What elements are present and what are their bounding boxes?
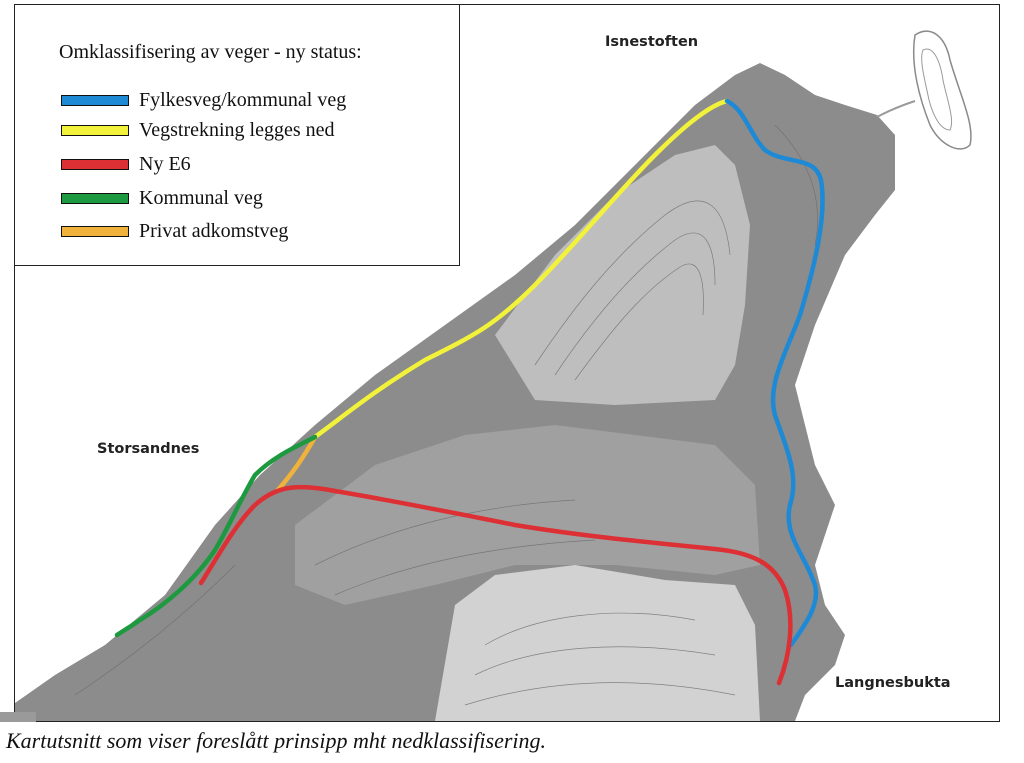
legend-label: Vegstrekning legges ned: [139, 118, 335, 141]
terrain-light-south: [435, 565, 760, 721]
legend-swatch-green: [61, 193, 129, 204]
legend-label: Kommunal veg: [139, 186, 263, 209]
place-label-isnestoften: Isnestoften: [605, 34, 699, 50]
place-label-langnesbukta: Langnesbukta: [835, 675, 951, 691]
legend-swatch-orange: [61, 226, 129, 237]
island: [914, 31, 971, 149]
legend-item-ny-e6: [61, 152, 191, 176]
legend-label: Ny E6: [139, 152, 191, 175]
map-frame: [14, 4, 1000, 722]
legend: [15, 5, 460, 266]
place-label-storsandnes: Storsandnes: [97, 441, 200, 457]
legend-swatch-blue: [61, 95, 129, 106]
legend-label: Fylkesveg/kommunal veg: [139, 88, 347, 111]
sandbar: [877, 101, 915, 117]
legend-item-kommunal-veg: [61, 186, 263, 210]
legend-item-privat-adkomstveg: [61, 219, 288, 243]
island-inner: [922, 49, 952, 130]
corner-mark: [0, 712, 36, 722]
figure-caption: Kartutsnitt som viser foreslått prinsipp mht nedklassifisering.: [6, 728, 547, 753]
legend-swatch-yellow: [61, 125, 129, 136]
legend-item-vegstrekning: [61, 118, 335, 142]
legend-swatch-red: [61, 159, 129, 170]
legend-title: Omklassifisering av veger - ny status:: [59, 41, 362, 63]
legend-label: Privat adkomstveg: [139, 219, 289, 242]
legend-item-fylkesveg: [61, 88, 346, 112]
